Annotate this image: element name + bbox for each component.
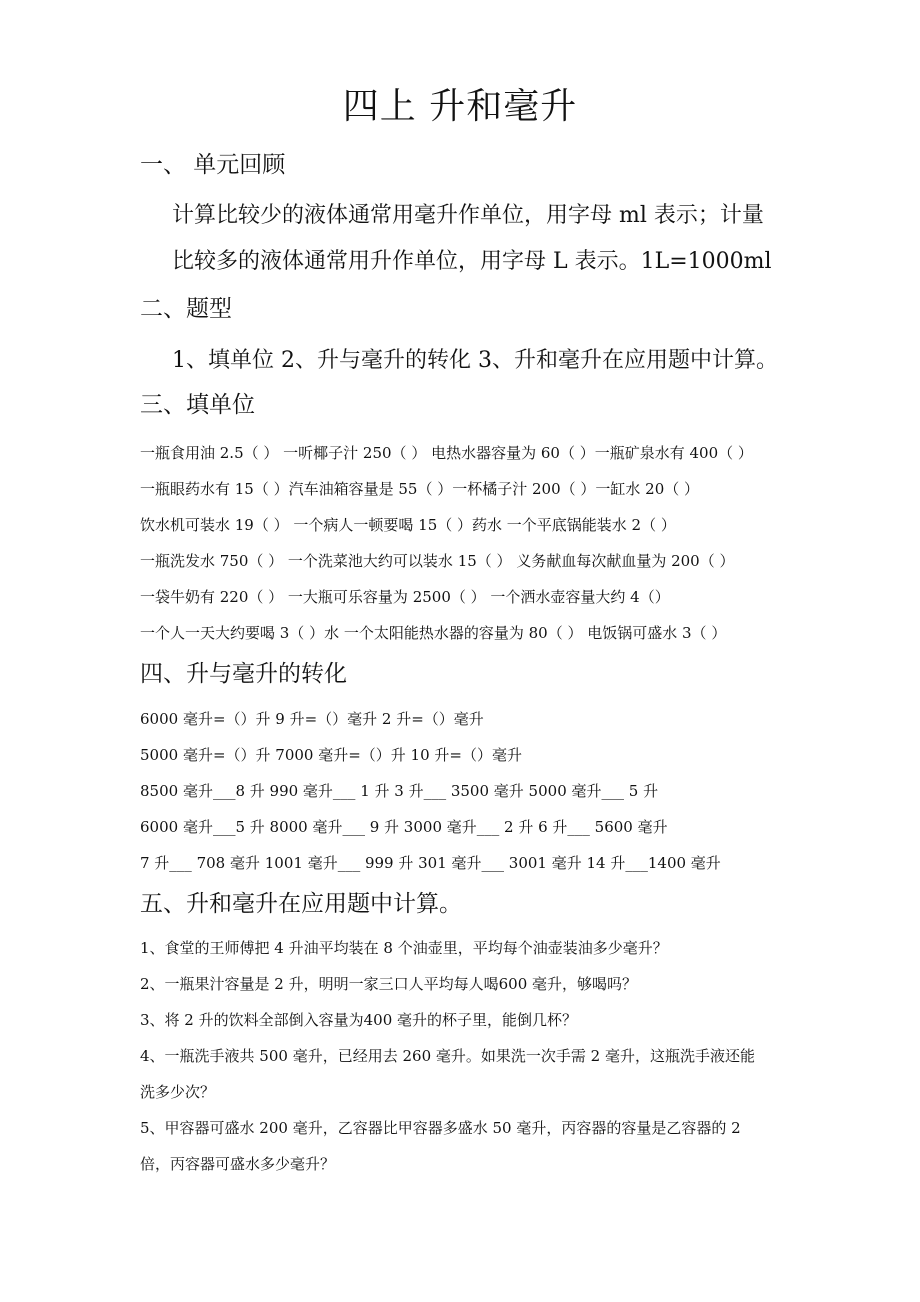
conversion-row-5: 7 升___ 708 毫升 1001 毫升___ 999 升 301 毫升___ 3001 毫升 14 升___1400 毫升 [140, 854, 721, 872]
conversion-row-3: 8500 毫升___8 升 990 毫升___ 1 升 3 升___ 3500 毫升 5000 毫升___ 5 升 [140, 782, 659, 800]
unit-row-2: 一瓶眼药水有 15（ ）汽车油箱容量是 55（ ）一杯橘子汁 200（ ）一缸水 20（ ） [140, 480, 700, 498]
section-4-heading: 四、升与毫升的转化 [140, 661, 347, 687]
section-2-heading: 二、题型 [140, 296, 232, 322]
section-2-line: 1、填单位 2、升与毫升的转化 3、升和毫升在应用题中计算。 [172, 348, 778, 373]
unit-row-1: 一瓶食用油 2.5（ ） 一听椰子汁 250（ ） 电热水器容量为 60（ ）一瓶矿泉水有 400（ ） [140, 444, 753, 462]
conversion-row-1: 6000 毫升=（）升 9 升=（）毫升 2 升=（）毫升 [140, 710, 484, 728]
word-problem-4: 4、一瓶洗手液共 500 毫升，已经用去 260 毫升。如果洗一次手需 2 毫升，这瓶洗手液还能 [140, 1047, 755, 1065]
word-problem-3: 3、将 2 升的饮料全部倒入容量为400 毫升的杯子里，能倒几杯？ [140, 1011, 578, 1029]
section-3-heading: 三、填单位 [140, 392, 255, 418]
conversion-row-4: 6000 毫升___5 升 8000 毫升___ 9 升 3000 毫升___ 2 升 6 升___ 5600 毫升 [140, 818, 668, 836]
word-problem-4-continued: 洗多少次？ [140, 1083, 216, 1101]
word-problem-5: 5、甲容器可盛水 200 毫升，乙容器比甲容器多盛水 50 毫升，丙容器的容量是乙容器的 2 [140, 1119, 741, 1137]
section-1-line-2: 比较多的液体通常用升作单位，用字母 L 表示。1L=1000ml [172, 249, 772, 274]
unit-row-5: 一袋牛奶有 220（ ） 一大瓶可乐容量为 2500（ ） 一个洒水壶容量大约 4（） [140, 588, 670, 606]
conversion-row-2: 5000 毫升=（）升 7000 毫升=（）升 10 升=（）毫升 [140, 746, 522, 764]
page-title: 四上 升和毫升 [342, 86, 578, 127]
unit-row-4: 一瓶洗发水 750（ ） 一个洗菜池大约可以装水 15（ ） 义务献血每次献血量为 200（ ） [140, 552, 735, 570]
unit-row-3: 饮水机可装水 19（ ） 一个病人一顿要喝 15（ ）药水 一个平底锅能装水 2（ ） [140, 516, 676, 534]
section-5-heading: 五、升和毫升在应用题中计算。 [140, 891, 462, 917]
word-problem-1: 1、食堂的王师傅把 4 升油平均装在 8 个油壶里，平均每个油壶装油多少毫升？ [140, 939, 668, 957]
section-1-line-1: 计算比较少的液体通常用毫升作单位，用字母 ml 表示；计量 [172, 203, 764, 228]
section-1-heading: 一、 单元回顾 [140, 152, 286, 178]
unit-row-6: 一个人一天大约要喝 3（ ）水 一个太阳能热水器的容量为 80（ ） 电饭锅可盛水 3（ ） [140, 624, 727, 642]
word-problem-5-continued: 倍，丙容器可盛水多少毫升？ [140, 1155, 336, 1173]
word-problem-2: 2、一瓶果汁容量是 2 升，明明一家三口人平均每人喝600 毫升，够喝吗？ [140, 975, 638, 993]
